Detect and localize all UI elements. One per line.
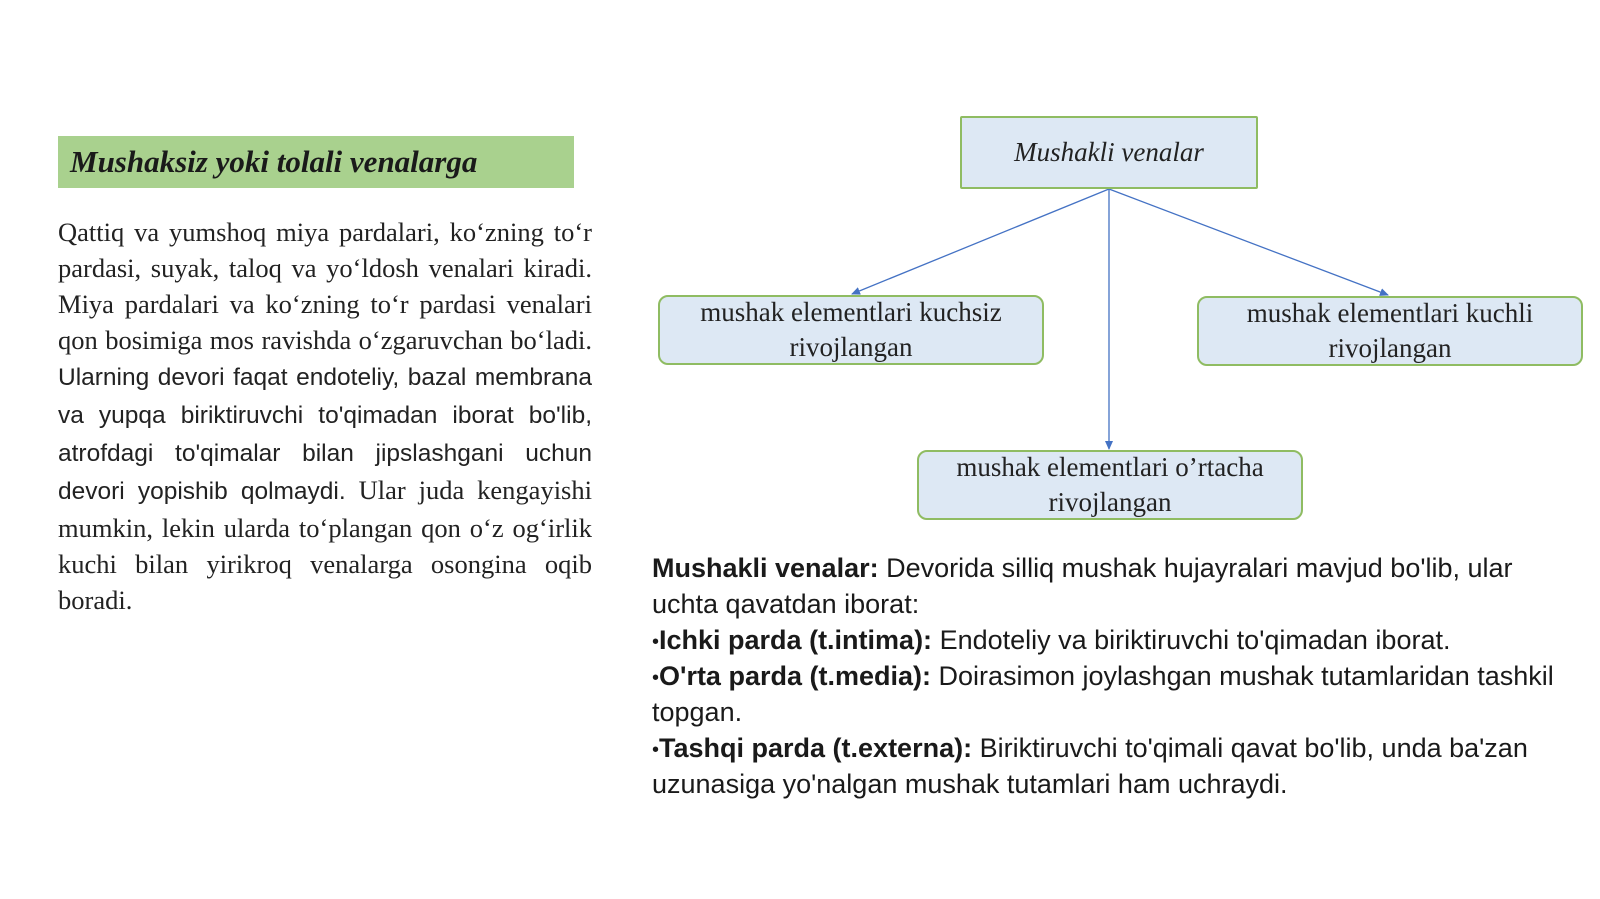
left-paragraph <box>58 214 592 618</box>
intro-text: Devorida silliq mushak hujayralari mavjud bo'lib, ular uchta qavatdan iborat: <box>652 553 1513 619</box>
connector-to-left <box>852 189 1109 294</box>
intro-term: Mushakli venalar: <box>652 553 879 583</box>
layer-text: Biriktiruvchi to'qimali qavat bo'lib, unda ba'zan uzunasiga yo'nalgan mushak tutamlari ham uchraydi. <box>652 733 1528 799</box>
bullet: • <box>652 667 660 689</box>
diagram-node-weak: mushak elementlari kuchsiz rivojlangan <box>658 295 1044 365</box>
layer-text: Doirasimon joylashgan mushak tutamlaridan tashkil topgan. <box>652 661 1554 727</box>
paragraph-text-part-2: Ularning devori faqat endoteliy, bazal membrana va yupqa biriktiruvchi to'qimadan iborat bo'lib, atrofdagi to'qimalar bilan jipslashgani uchun devori yopishib qolmaydi. <box>58 364 592 505</box>
layer-term: Ichki parda (t.intima): <box>659 625 933 655</box>
layer-term: Tashqi parda (t.externa): <box>659 733 973 763</box>
layer-item-media <box>652 658 1582 730</box>
paragraph-text-part-1: Qattiq va yumshoq miya pardalari, ko‘zning to‘r pardasi, suyak, taloq va yo‘ldosh venalari kiradi. Miya pardalari va ko‘zning to‘r pardasi venalari qon bosimiga mos ravishda o‘zgaruvchan bo‘ladi. <box>58 217 592 355</box>
layer-term: O'rta parda (t.media): <box>659 661 931 691</box>
layer-text: Endoteliy va biriktiruvchi to'qimadan iborat. <box>932 625 1451 655</box>
diagram-node-medium: mushak elementlari o’rtacha rivojlangan <box>917 450 1303 520</box>
connector-to-right <box>1109 189 1388 295</box>
diagram-root-node: Mushakli venalar <box>960 116 1258 189</box>
paragraph-text-part-3: Ular juda kengayishi mumkin, lekin ularda to‘plangan qon o‘z og‘irlik kuchi bilan yirikroq venalarga osongina oqib boradi. <box>58 475 592 615</box>
bullet: • <box>652 739 660 761</box>
description-block <box>652 550 1582 802</box>
section-heading: Mushaksiz yoki tolali venalarga <box>58 136 574 188</box>
bullet: • <box>652 631 660 653</box>
description-intro <box>652 550 1582 622</box>
diagram-node-strong: mushak elementlari kuchli rivojlangan <box>1197 296 1583 366</box>
layer-item-intima <box>652 622 1582 658</box>
layer-item-externa <box>652 730 1582 802</box>
